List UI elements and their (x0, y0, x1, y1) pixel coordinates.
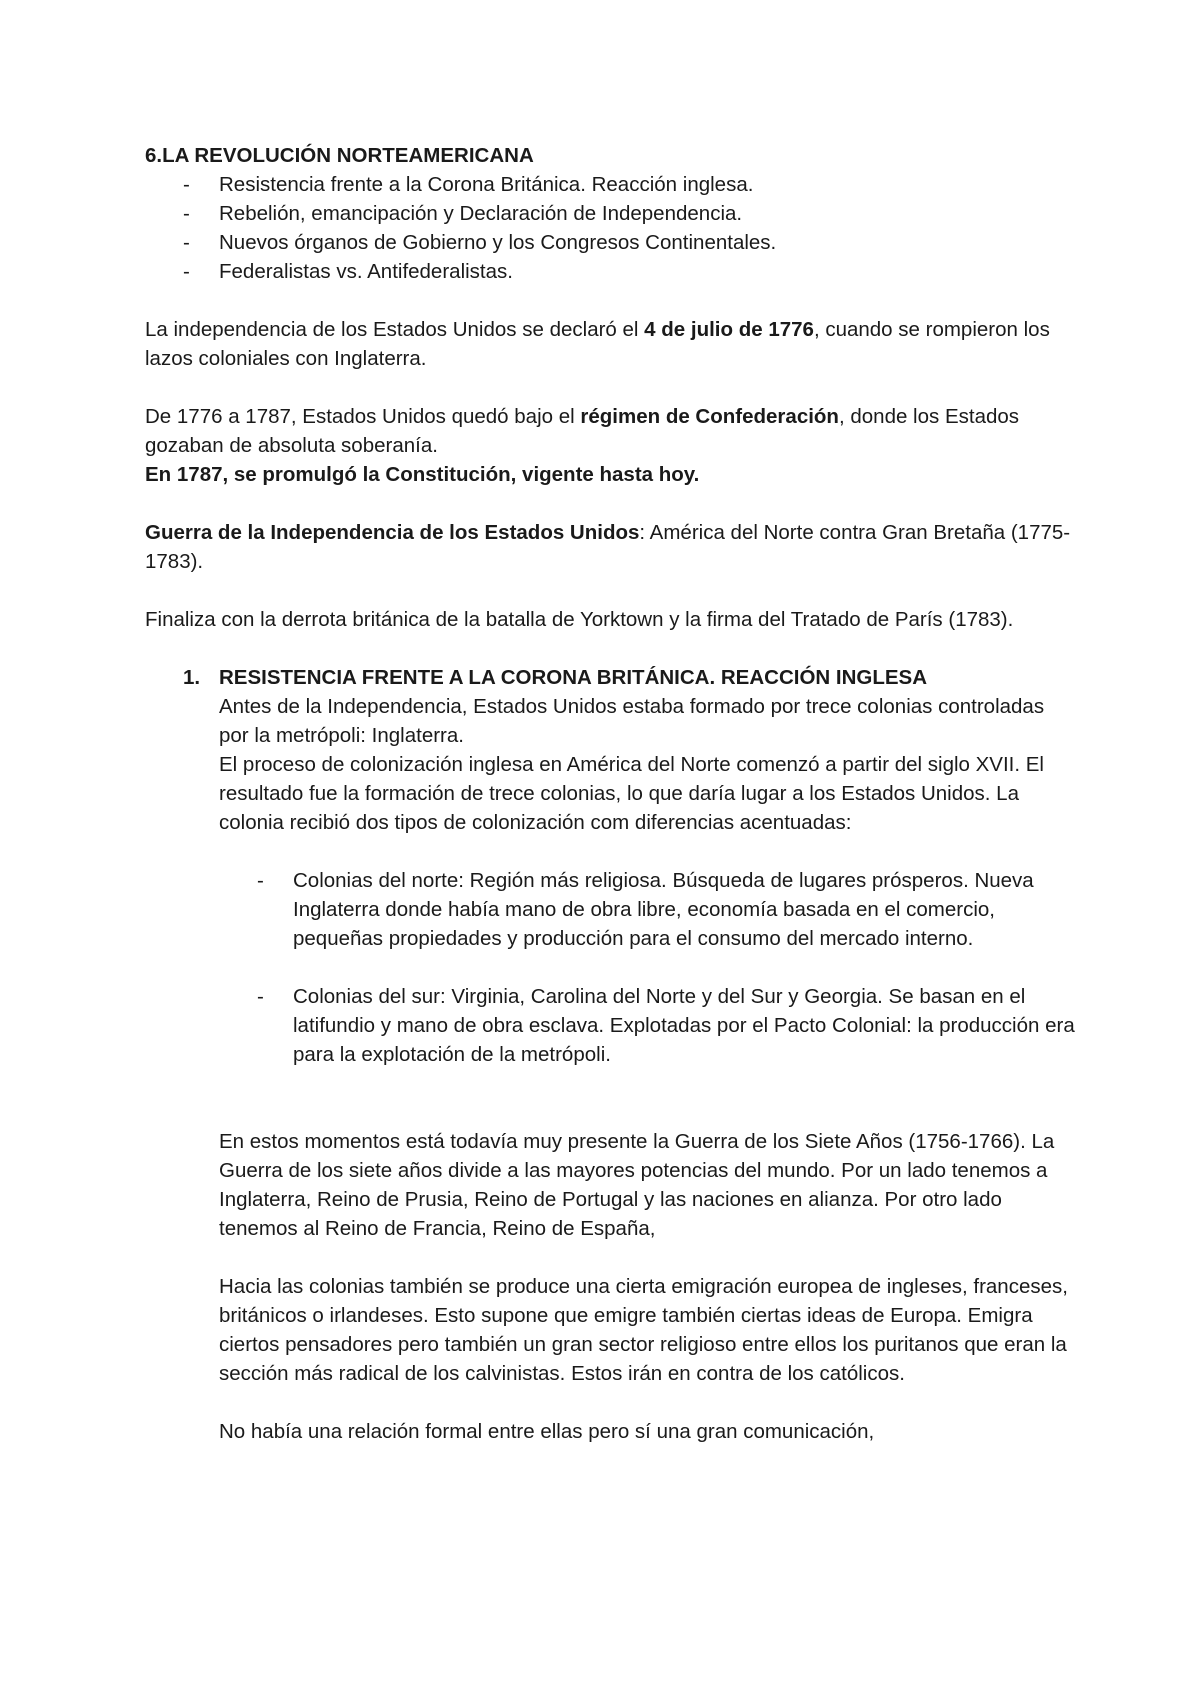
section-heading: RESISTENCIA FRENTE A LA CORONA BRITÁNICA. REACCIÓN INGLESA (219, 666, 928, 689)
colony-item-south: - Colonias del sur: Virginia, Carolina del Norte y del Sur y Georgia. Se basan en el latifundio y mano de obra esclava. Explotadas por el Pacto Colonial: la producción era para la explotación de la metrópoli. (219, 982, 1075, 1069)
paragraph-relation: No había una relación formal entre ellas pero sí una gran comunicación, (219, 1420, 875, 1443)
bullet-dash: - (183, 173, 190, 196)
colony-item-north: - Colonias del norte: Región más religiosa. Búsqueda de lugares prósperos. Nueva Inglaterra donde había mano de obra libre, economía basada en el comercio, pequeñas propiedades y producción para el consumo del mercado interno. (219, 866, 1075, 953)
war-highlight: Guerra de la Independencia de los Estados Unidos (145, 521, 640, 544)
paragraph-yorktown: Finaliza con la derrota británica de la batalla de Yorktown y la firma del Tratado de París (1783). (145, 608, 1014, 631)
outline-item: - Federalistas vs. Antifederalistas. (145, 257, 1075, 286)
outline-item: - Rebelión, emancipación y Declaración de Independencia. (145, 199, 1075, 228)
document-body (145, 141, 1075, 1446)
paragraph-emigration: Hacia las colonias también se produce una cierta emigración europea de ingleses, franceses, británicos o irlandeses. Esto supone que emigre también ciertas ideas de Europa. Emigra ciertos pensadores pero también un gran sector religioso entre ellos los puritanos que eran la sección más radical de los calvinistas. Estos irán en contra de los católicos. (219, 1275, 1068, 1385)
paragraph-independence: La independencia de los Estados Unidos se declaró el 4 de julio de 1776, cuando se rompieron los lazos coloniales con Inglaterra. (145, 318, 1050, 370)
outline-item: - Nuevos órganos de Gobierno y los Congresos Continentales. (145, 228, 1075, 257)
bullet-dash: - (257, 985, 264, 1008)
outline-item: - Resistencia frente a la Corona Británica. Reacción inglesa. (145, 170, 1075, 199)
bullet-dash: - (183, 202, 190, 225)
paragraph-war: Guerra de la Independencia de los Estados Unidos: América del Norte contra Gran Bretaña (1775-1783). (145, 521, 1071, 573)
section-1 (145, 663, 1075, 1446)
section-intro: Antes de la Independencia, Estados Unidos estaba formado por trece colonias controladas por la metrópoli: Inglaterra. (219, 695, 1045, 747)
bullet-dash: - (183, 260, 190, 283)
section-number: 1. (183, 666, 201, 689)
regime-highlight: régimen de Confederación (580, 405, 839, 428)
date-highlight: 4 de julio de 1776 (644, 318, 814, 341)
outline-list (145, 170, 1075, 286)
section-intro-2: El proceso de colonización inglesa en América del Norte comenzó a partir del siglo XVII. El resultado fue la formación de trece colonias, lo que daría lugar a los Estados Unidos. La colonia recibió dos tipos de colonización com diferencias acentuadas: (219, 753, 1044, 834)
bullet-dash: - (183, 231, 190, 254)
paragraph-confederation: De 1776 a 1787, Estados Unidos quedó bajo el régimen de Confederación, donde los Estados gozaban de absoluta soberanía. (145, 405, 1020, 457)
paragraph-constitution: En 1787, se promulgó la Constitución, vigente hasta hoy. (145, 463, 700, 486)
document-title: 6.LA REVOLUCIÓN NORTEAMERICANA (145, 144, 534, 167)
bullet-dash: - (257, 869, 264, 892)
colonies-list (219, 866, 1075, 1069)
paragraph-seven-years-war: En estos momentos está todavía muy presente la Guerra de los Siete Años (1756-1766). La Guerra de los siete años divide a las mayores potencias del mundo. Por un lado tenemos a Inglaterra, Reino de Prusia, Reino de Portugal y las naciones en alianza. Por otro lado tenemos al Reino de Francia, Reino de España, (219, 1130, 1055, 1240)
